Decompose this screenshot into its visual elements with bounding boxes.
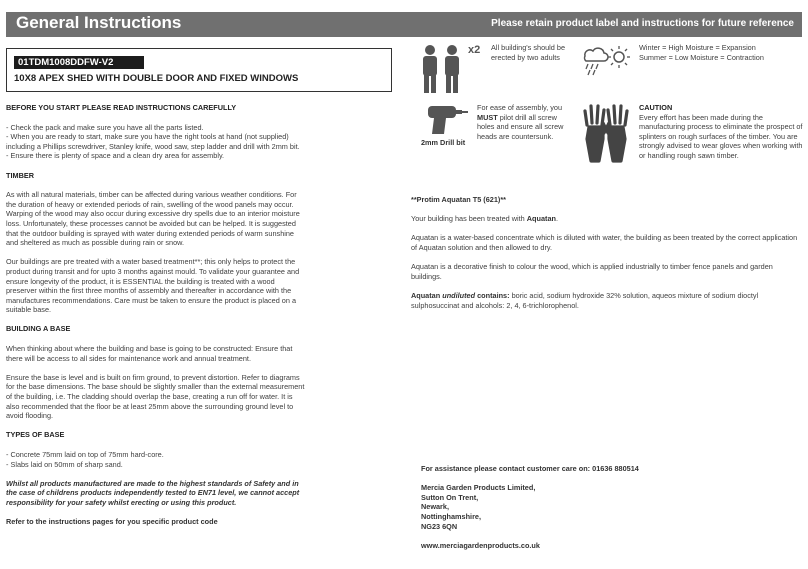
product-box xyxy=(6,48,392,92)
treatment-paragraph-3: Aquatan is a decorative finish to colour the wood, which is applied industrially to timber fence panels and garden buildings. xyxy=(411,262,773,281)
base-paragraph-1: When thinking about where the building and base is going to be constructed: Ensure that there will be access to all sides for maintenance work and annual treatment. xyxy=(6,344,293,363)
address-block xyxy=(421,483,801,531)
before-line: - Ensure there is plenty of space and a clean dry area for assembly. xyxy=(6,151,225,161)
header-bar xyxy=(6,12,802,37)
types-heading: TYPES OF BASE xyxy=(6,430,65,440)
treatment-paragraph-1 xyxy=(411,214,803,224)
caution-title: CAUTION xyxy=(639,103,673,112)
retain-note: Please retain product label and instructions for future reference xyxy=(491,18,794,29)
product-code: 01TDM1008DDFW-V2 xyxy=(14,56,144,69)
treatment-paragraph-2: Aquatan is a water-based concentrate which is diluted with water, the building as been treated by the correct application of Aquatan solution and then allowed to dry. xyxy=(411,233,798,252)
types-list xyxy=(6,450,306,469)
drill-text-must: MUST xyxy=(477,112,498,122)
before-heading: BEFORE YOU START PLEASE READ INSTRUCTIONS CAREFULLY xyxy=(6,103,237,112)
timber-paragraph-1: As with all natural materials, timber can be affected during various weather conditions. For the duration of heavy or extended periods of rain, swelling of the wood panels may occur. Warping of the wood may also occur during excessive dry spells due to an interior moisture loss. Unfortunately, these processes cannot be avoided but can be helped. It is suggested that the outdoor building is sprayed with water during extended periods of warm sunshine and sheltered as much as possible during rain or snow. xyxy=(6,190,300,248)
timber-paragraph-2: Our buildings are pre treated with a water based treatment**; this only helps to protect the product during transit and for upto 3 months against mould. To validate your guarantee and ensure longevity of the product, it is ESSENTIAL the building is treated with a wood preserver within the first three months of assembly and thereafter in accordance with the manufactures recommendations. Care must be taken to ensure the product is placed on a suitable base. xyxy=(6,257,300,315)
address-line: Mercia Garden Products Limited, xyxy=(421,483,536,493)
gloves-icon xyxy=(583,103,629,163)
two-adults-icon xyxy=(420,44,464,94)
base-heading: BUILDING A BASE xyxy=(6,324,71,334)
address-line: Newark, xyxy=(421,502,449,512)
caution-text: Every effort has been made during the manufacturing process to eliminate the prospect of splinters on rough surfaces of the timber. You are strongly advised to wear gloves when working with or handling rough sawn timber. xyxy=(639,112,803,160)
address-line: NG23 6QN xyxy=(421,521,458,531)
refer-note: Refer to the instructions pages for you specific product code xyxy=(6,517,218,527)
treatment-p1-post: . xyxy=(555,214,558,224)
contact-section xyxy=(421,464,801,560)
types-line: - Slabs laid on 50mm of sharp sand. xyxy=(6,459,123,469)
before-list xyxy=(6,123,306,161)
weather-icon xyxy=(582,42,630,76)
adults-multiplier: x2 xyxy=(468,44,481,56)
assist-line: For assistance please contact customer care on: 01636 880514 xyxy=(421,464,639,473)
product-name: 10X8 APEX SHED WITH DOUBLE DOOR AND FIXED WINDOWS xyxy=(14,73,299,84)
website-link[interactable]: www.merciagardenproducts.co.uk xyxy=(421,540,540,550)
before-line: - When you are ready to start, make sure you have the right tools at hand (not supplied) including a Phillips screwdriver, Stanley knife, wood saw, step ladder and drill with 2mm bit. xyxy=(6,132,300,151)
summer-text: Summer = Low Moisture = Contraction xyxy=(639,52,764,62)
address-line: Nottinghamshire, xyxy=(421,511,481,521)
drill-text-pre: For ease of assembly, you xyxy=(477,103,563,112)
drill-text xyxy=(477,103,575,141)
treatment-heading: **Protim Aquatan T5 (621)** xyxy=(411,195,507,204)
treatment-section xyxy=(411,195,803,320)
winter-text: Winter = High Moisture = Expansion xyxy=(639,43,756,52)
treatment-p1-pre: Your building has been treated with xyxy=(411,214,525,224)
treatment-p1-bold: Aquatan xyxy=(526,214,556,224)
page-title: General Instructions xyxy=(16,13,182,32)
drill-label: 2mm Drill bit xyxy=(421,138,466,147)
adults-text: All building's should be erected by two adults xyxy=(491,43,566,62)
treatment-paragraph-4 xyxy=(411,291,803,310)
drill-text-post: pilot drill all screw holes and ensure all screw heads are countersunk. xyxy=(477,112,564,141)
left-column xyxy=(6,103,306,536)
treatment-p4-bold1: Aquatan xyxy=(411,290,441,300)
address-line: Sutton On Trent, xyxy=(421,492,479,502)
weather-text xyxy=(639,43,801,62)
treatment-p4-text: boric acid, sodium hydroxide 32% solution, aqueos mixture of sodium dioctyl sulphosuccinat and alcohols: 2, 4, 6-trichlorophenol. xyxy=(411,290,759,310)
before-line: - Check the pack and make sure you have all the parts listed. xyxy=(6,122,204,132)
treatment-p4-bold2: contains: xyxy=(477,290,510,300)
base-paragraph-2: Ensure the base is level and is built on firm ground, to prevent distortion. Refer to diagrams for the base dimensions. The base should be slightly smaller than the external measurement of the building, i.e. The cladding should overlap the base, creating a run off for water. It is also recommended that the floor be at least 25mm above the surrounding ground level to avoid flooding. xyxy=(6,372,305,421)
types-line: - Concrete 75mm laid on top of 75mm hard-core. xyxy=(6,450,164,459)
caution-block xyxy=(639,103,803,161)
treatment-p4-italic: undiluted xyxy=(442,290,476,300)
timber-heading: TIMBER xyxy=(6,170,34,180)
safety-note: Whilst all products manufactured are made to the highest standards of Safety and in the case of childrens products independently tested to EN71 level, we cannot accept responsibility for your safety whilst erecting or using this product. xyxy=(6,478,300,507)
drill-icon xyxy=(424,102,468,136)
